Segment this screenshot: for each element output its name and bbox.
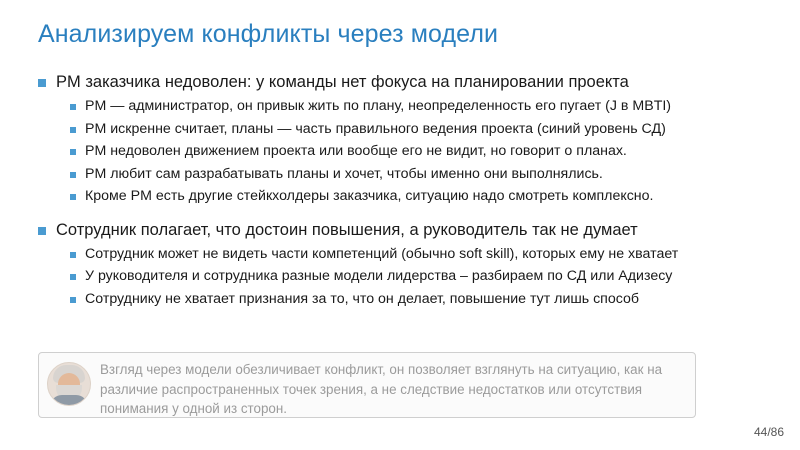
person-avatar-icon [47,362,91,406]
bullet-level2 [70,290,778,310]
slide-body [38,72,778,312]
bullet-level2-text: PM любит сам разрабатывать планы и хочет, чтобы именно они выполнялись. [85,165,603,182]
page-number: 44/86 [753,425,784,439]
square-bullet-icon [70,252,76,258]
bullet-level1-text: Сотрудник полагает, что достоин повышения, а руководитель так не думает [56,220,638,239]
bullet-level2 [70,245,778,265]
bullet-level2-text: Сотрудник может не видеть части компетенций (обычно soft skill), которых ему не хватает [85,245,679,262]
bullet-level1-text: PM заказчика недоволен: у команды нет фокуса на планировании проекта [56,73,629,91]
bullet-level2 [70,142,778,162]
note-callout [38,352,696,418]
square-bullet-icon [38,227,46,235]
square-bullet-icon [70,172,76,178]
square-bullet-icon [70,104,76,110]
bullet-level1 [38,72,778,93]
bullet-level2-text: PM — администратор, он привык жить по плану, неопределенность его пугает (J в MBTI) [85,98,672,114]
square-bullet-icon [70,297,76,303]
bullet-level2 [70,97,778,117]
bullet-level2-text: PM искренне считает, планы — часть правильного ведения проекта (синий уровень СД) [85,120,666,137]
square-bullet-icon [70,274,76,280]
bullet-level2 [70,165,778,185]
square-bullet-icon [38,79,46,87]
square-bullet-icon [70,194,76,200]
bullet-level2-text: Кроме PM есть другие стейкхолдеры заказчика, ситуацию надо смотреть комплексно. [85,188,654,204]
square-bullet-icon [70,127,76,133]
bullet-level2-text: У руководителя и сотрудника разные модели лидерства – разбираем по СД или Адизесу [85,268,673,284]
avatar-body [50,395,88,406]
bullet-level2-text: PM недоволен движением проекта или вообще его не видит, но говорит о планах. [85,143,627,159]
bullet-level2-text: Сотруднику не хватает признания за то, что он делает, повышение тут лишь способ [85,290,640,307]
bullet-level2 [70,120,778,140]
bullet-level2 [70,187,778,207]
square-bullet-icon [70,149,76,155]
bullet-level1 [38,220,778,241]
bullet-level2 [70,267,778,287]
page-title: Анализируем конфликты через модели [38,20,499,48]
spacer [38,210,778,220]
note-text: Взгляд через модели обезличивает конфликт, он позволяет взглянуть на ситуацию, как на различие распространенных точек зрения, а не следствие недостатков или отсутствия понимания у одной из сторон. [100,362,663,416]
